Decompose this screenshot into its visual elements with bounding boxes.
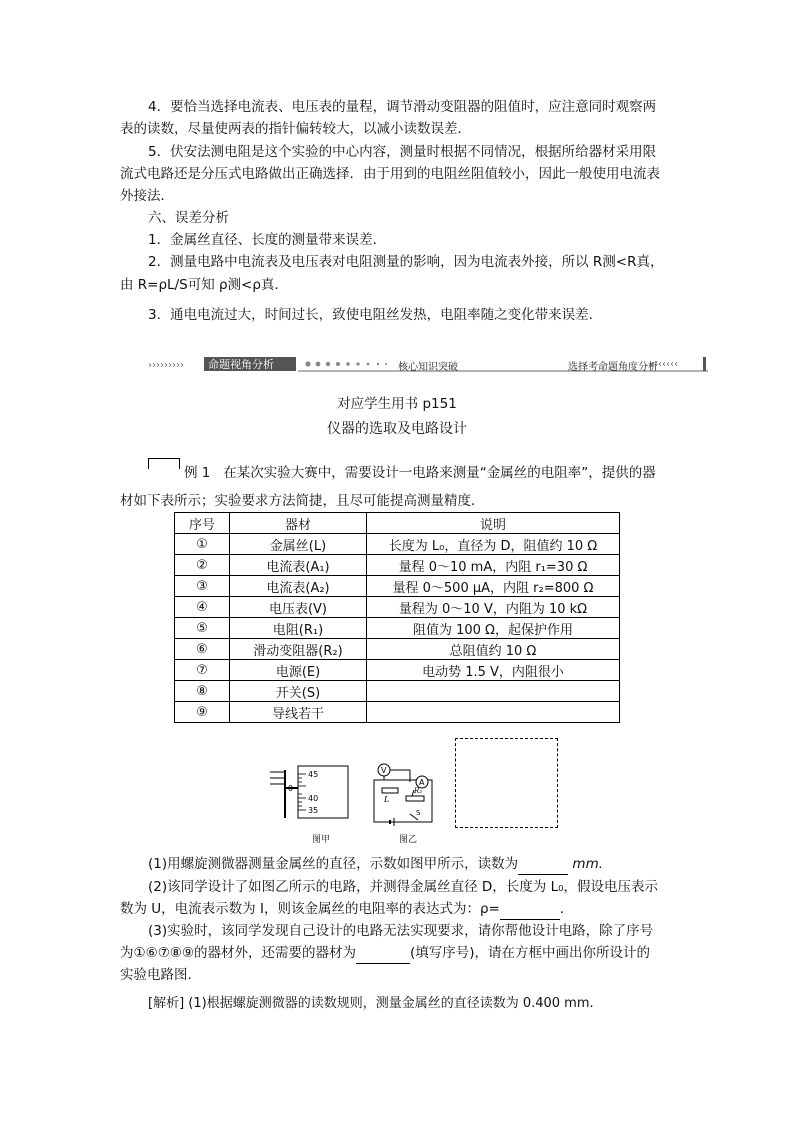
student-book-ref: 对应学生用书 p151 — [337, 396, 457, 412]
question-2-end: ． — [559, 901, 574, 917]
rheostat-label: R₂ — [414, 787, 423, 795]
svg-text:›››››››››: ››››››››› — [148, 360, 184, 371]
header-description: 说明 — [367, 513, 620, 534]
cell-equipment: 电压表(V) — [230, 597, 367, 618]
wire-L-label: L — [384, 795, 390, 804]
cell-index: ④ — [175, 597, 230, 618]
question-1-unit: mm. — [572, 856, 604, 872]
answer-blank-1[interactable] — [518, 874, 568, 875]
para-5-line1: 5．伏安法测电阻是这个实验的中心内容，测量时根据不同情况，根据所给器材采用限 — [148, 144, 657, 160]
cell-index: ⑤ — [175, 618, 230, 639]
table-header-row — [175, 513, 620, 534]
question-1-text: (1)用螺旋测微器测量金属丝的直径，示数如图甲所示，读数为 — [148, 856, 519, 872]
table-row — [175, 618, 620, 639]
example-label: 例 1 — [184, 465, 211, 481]
micrometer-zero: 0 — [288, 784, 294, 793]
para-4-line1: 4．要恰当选择电流表、电压表的量程，调节滑动变阻器的阻值时，应注意同时观察两 — [148, 99, 657, 115]
cell-equipment: 电源(E) — [230, 660, 367, 681]
table-row — [175, 555, 620, 576]
cell-description: 量程为 0～10 V，内阻为 10 kΩ — [367, 597, 620, 618]
micrometer-figure — [262, 764, 352, 824]
cell-index: ⑥ — [175, 639, 230, 660]
cell-index: ③ — [175, 576, 230, 597]
error-1: 1．金属丝直径、长度的测量带来误差． — [148, 232, 387, 248]
cell-equipment: 滑动变阻器(R₂) — [230, 639, 367, 660]
cell-description — [367, 702, 620, 723]
error-3: 3．通电电流过大，时间过长，致使电阻丝发热，电阻率随之变化带来误差． — [148, 307, 603, 323]
para-4-line2: 表的读数，尽量使两表的指针偏转较大，以减小读数误差． — [120, 121, 471, 137]
table-row — [175, 681, 620, 702]
solution-text: [解析] (1)根据螺旋测微器的读数规则，测量金属丝的直径读数为 0.400 mm. — [148, 996, 594, 1011]
figure-jia-caption: 图甲 — [312, 835, 331, 845]
header-equipment: 器材 — [230, 513, 367, 534]
micrometer-tick-label: 45 — [308, 770, 319, 779]
cell-index: ⑦ — [175, 660, 230, 681]
question-1 — [148, 853, 708, 875]
table-row — [175, 597, 620, 618]
question-3-line2 — [120, 942, 680, 964]
voltmeter-label: V — [381, 766, 387, 775]
example-line2: 材如下表所示；实验要求方法简捷，且尽可能提高测量精度． — [120, 493, 485, 509]
question-2-line1: (2)该同学设计了如图乙所示的电路，并测得金属丝直径 D，长度为 L₀，假设电压表示 — [148, 879, 659, 895]
error-2: 2．测量电路中电流表及电压表对电阻测量的影响，因为电流表外接，所以 R测<R真， — [148, 254, 664, 270]
cell-description — [367, 681, 620, 702]
section-6-heading: 六、误差分析 — [148, 210, 229, 226]
section-banner — [148, 355, 708, 373]
cell-description: 量程 0～500 μA，内阻 r₂=800 Ω — [367, 576, 620, 597]
cell-equipment: 电流表(A₂) — [230, 576, 367, 597]
table-row — [175, 660, 620, 681]
cell-description: 电动势 1.5 V，内阻很小 — [367, 660, 620, 681]
header-index: 序号 — [175, 513, 230, 534]
micrometer-tick-label: 35 — [308, 806, 319, 815]
table-row — [175, 576, 620, 597]
cell-index: ① — [175, 534, 230, 555]
circuit-design-box[interactable] — [455, 738, 558, 828]
cell-description: 阻值为 100 Ω，起保护作用 — [367, 618, 620, 639]
cell-index: ⑧ — [175, 681, 230, 702]
question-3-line3: 实验电路图． — [120, 967, 201, 983]
micrometer-tick-label: 40 — [308, 794, 319, 803]
para-5-line2: 流式电路还是分压式电路做出正确选择．由于用到的电阻丝阻值较小，因此一般使用电流表 — [120, 166, 660, 182]
ammeter-label: A — [419, 778, 425, 787]
figure-yi-caption: 图乙 — [399, 835, 418, 845]
section-title: 仪器的选取及电路设计 — [327, 421, 467, 437]
banner-center-label: 核心知识突破 — [398, 362, 458, 373]
cell-equipment: 电阻(R₁) — [230, 618, 367, 639]
cell-index: ② — [175, 555, 230, 576]
switch-label: S — [416, 809, 421, 817]
table-row — [175, 639, 620, 660]
cell-description: 长度为 L₀，直径为 D，阻值约 10 Ω — [367, 534, 620, 555]
cell-equipment: 金属丝(L) — [230, 534, 367, 555]
question-2-line2 — [120, 898, 680, 920]
banner-left-label: 命题视角分析 — [208, 358, 274, 371]
question-3-text-2: (填写序号)，请在方框中画出你所设计的 — [410, 945, 651, 961]
cell-description: 总阻值约 10 Ω — [367, 639, 620, 660]
example-marker-icon — [148, 458, 180, 469]
table-row — [175, 702, 620, 723]
table-row — [175, 534, 620, 555]
cell-equipment: 开关(S) — [230, 681, 367, 702]
question-2-text: 数为 U，电流表示数为 I，则该金属丝的电阻率的表达式为：ρ= — [120, 901, 500, 917]
cell-equipment: 导线若干 — [230, 702, 367, 723]
error-2-formula: 由 R=ρL/S可知 ρ测<ρ真． — [120, 277, 288, 293]
cell-description: 量程 0～10 mA，内阻 r₁=30 Ω — [367, 555, 620, 576]
example-line1 — [184, 462, 744, 484]
para-5-line3: 外接法． — [120, 188, 174, 204]
question-3-text: 为①⑥⑦⑧⑨的器材外，还需要的器材为 — [120, 945, 357, 961]
cell-equipment: 电流表(A₁) — [230, 555, 367, 576]
banner-right-label: 选择考命题角度分析 — [568, 362, 658, 373]
svg-text:‹‹‹‹‹‹‹: ‹‹‹‹‹‹‹ — [650, 359, 678, 370]
cell-index: ⑨ — [175, 702, 230, 723]
circuit-figure — [370, 762, 440, 828]
example-text-1: 在某次实验大赛中，需要设计一电路来测量“金属丝的电阻率”，提供的器 — [223, 465, 656, 481]
equipment-table — [174, 512, 620, 723]
question-3-line1: (3)实验时，该同学发现自己设计的电路无法实现要求，请你帮他设计电路，除了序号 — [148, 923, 654, 939]
